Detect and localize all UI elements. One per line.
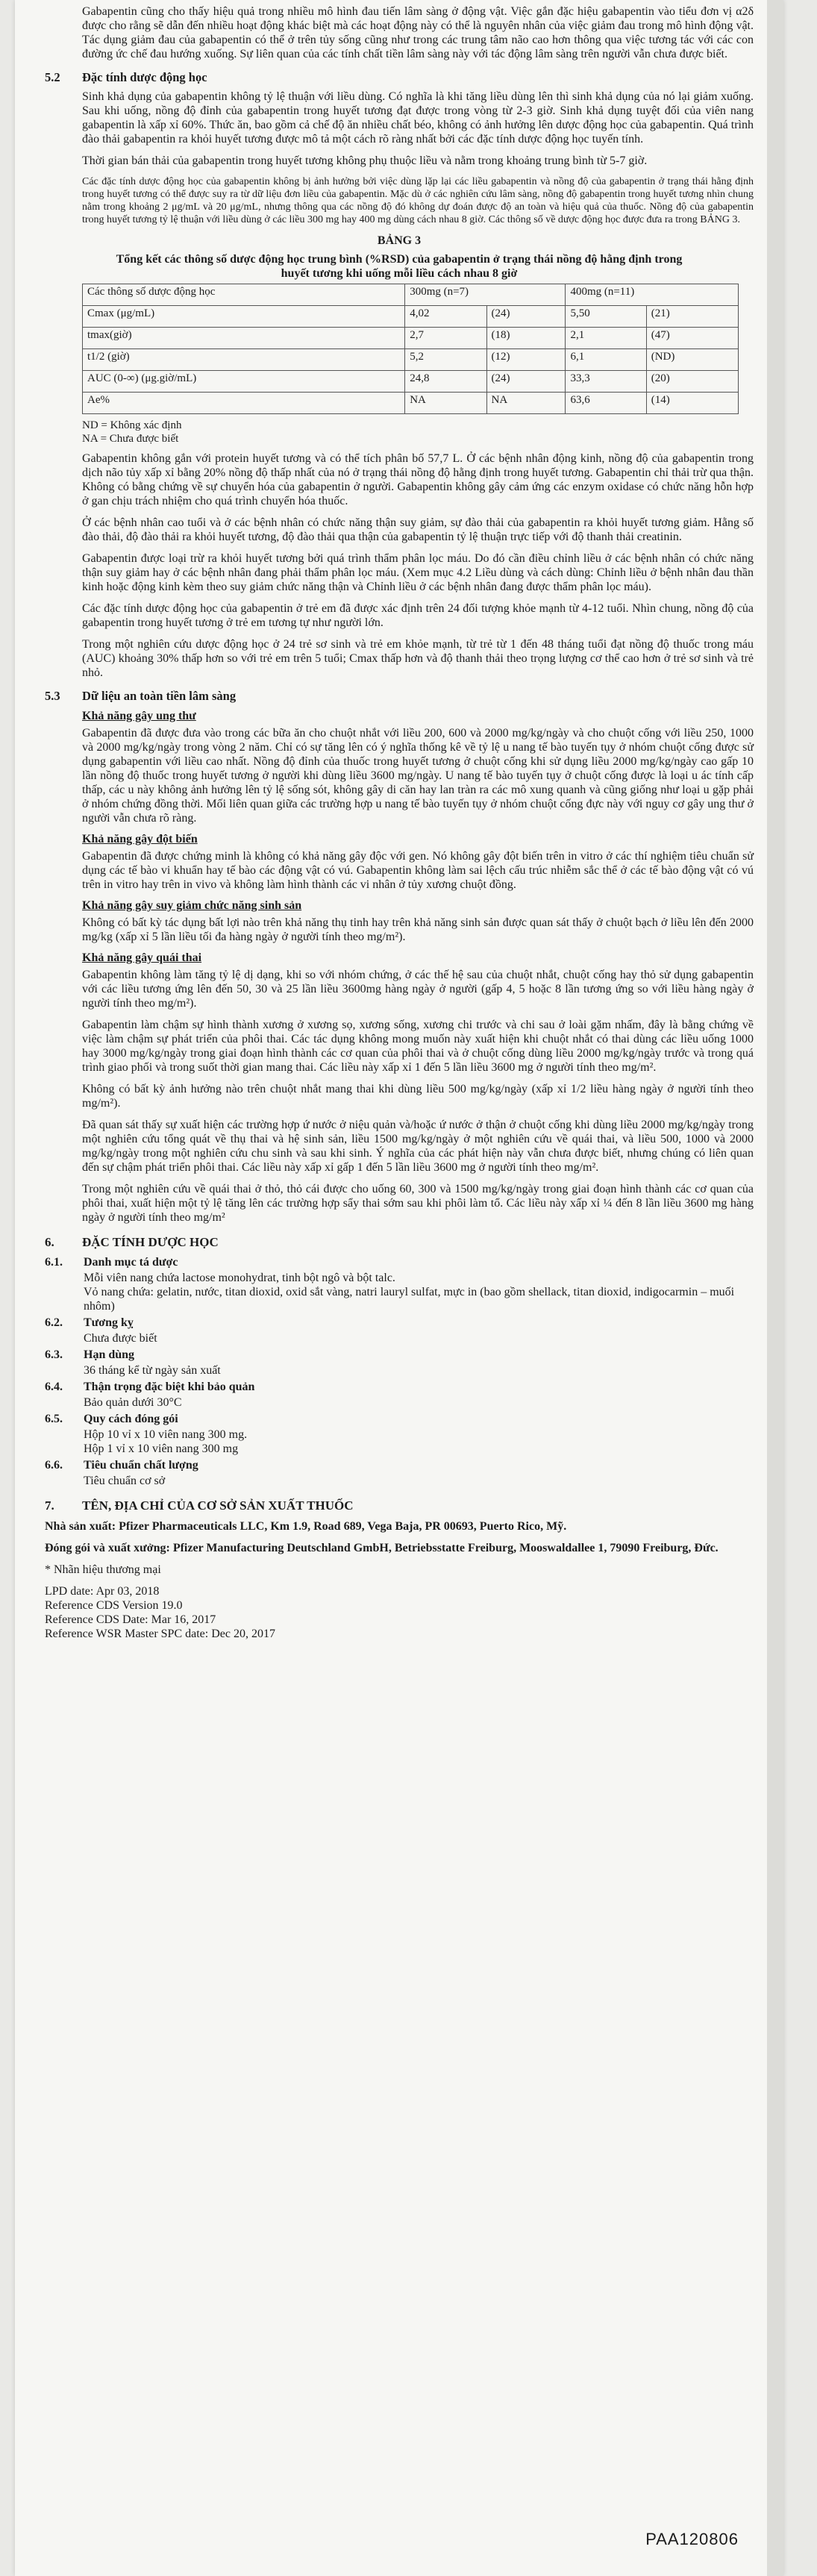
table-caption: Tổng kết các thông số dược động học trung bình (%RSD) của gabapentin ở trạng thái nồng độ hằng định trong huyết tương khi uống mỗi liều cách nhau 8 giờ — [116, 253, 683, 280]
paragraph: Gabapentin không gắn với protein huyết tương và có thể tích phân bố 57,7 L. Ở các bệnh nhân động kinh, nồng độ của gabapentin trong dịch não tủy xấp xỉ bằng 20% nồng độ thấp nhất của nó ở trạng thái nồng độ hằng định trong huyết tương. Gabapentin chỉ thải trừ qua thận. Không có bằng chứng về sự chuyển hóa của gabapentin ở người. Gabapentin không gây cảm ứng các enzym oxidase có chức năng hỗn hợp ở gan chịu trách nhiệm cho quá trình chuyển hóa thuốc. — [82, 452, 754, 507]
paragraph: Các đặc tính dược động học của gabapentin ở trẻ em đã được xác định trên 24 đối tượng khỏe mạnh từ 4-12 tuổi. Nhìn chung, nồng độ của gabapentin trong huyết tương ở trẻ em tương tự như người lớn. — [82, 602, 754, 629]
paragraph: Trong một nghiên cứu về quái thai ở thỏ, thỏ cái được cho uống 60, 300 và 1500 mg/kg/ngày trong giai đoạn hình thành các cơ quan của phôi thai, xuất hiện một tỷ lệ tăng lên các trường hợp sẩy thai sớm sau khi phôi làm tổ. Các liều này xấp xỉ ¼ đến 8 lần liều 3600 mg hàng ngày ở người tính theo mg/m² — [82, 1183, 754, 1224]
item-label: Quy cách đóng gói — [84, 1413, 178, 1425]
table-cell: 63,6 — [566, 393, 646, 414]
item-number: 6.2. — [45, 1316, 63, 1329]
list-item — [45, 1459, 754, 1472]
paragraph: Gabapentin làm chậm sự hình thành xương ở xương sọ, xương sống, xương chi trước và chi sau ở loài gặm nhấm, đây là bằng chứng về việc làm chậm sự phát triển của phôi thai. Các tác dụng không mong muốn này xuất hiện khi chuột nhắt có thai dùng các liều uống 1000 hay 3000 mg/kg/ngày trong giai đoạn hình thành các cơ quan của phôi thai và ở chuột cống dùng liều 2000 mg/kg/ngày trước và trong quá trình giao phối và trong suốt thời gian mang thai. Các liều này xấp xỉ 1 đến 5 lần liều 3600 mg ở người tính theo mg/m². — [82, 1019, 754, 1074]
section-5-2-body — [82, 90, 754, 226]
paragraph: Ở các bệnh nhân cao tuổi và ở các bệnh nhân có chức năng thận suy giảm, sự đào thải của gabapentin ra khỏi huyết tương giảm. Hằng số đào thải, độ đào thải ra khỏi huyết tương, độ đào thải qua thận của gabapentin tỷ lệ thuận trực tiếp với độ thanh thải creatinin. — [82, 516, 754, 543]
section-title: TÊN, ĐỊA CHỈ CỦA CƠ SỞ SẢN XUẤT THUỐC — [82, 1498, 354, 1513]
paragraph: Thời gian bán thải của gabapentin trong huyết tương không phụ thuộc liều và nằm trong khoảng trung bình từ 5-7 giờ. — [82, 154, 648, 167]
table-cell: (ND) — [646, 349, 738, 371]
item-label: Thận trọng đặc biệt khi bảo quản — [84, 1381, 255, 1393]
item-body: Bảo quản dưới 30°C — [84, 1396, 182, 1409]
table-cell: (21) — [646, 306, 738, 328]
item-body: 36 tháng kể từ ngày sản xuất — [84, 1364, 221, 1377]
section-6-list — [45, 1256, 754, 1488]
table-cell: 5,2 — [405, 349, 486, 371]
item-number: 6.1. — [45, 1256, 63, 1269]
paragraph: Các đặc tính dược động học của gabapentin không bị ảnh hưởng bởi việc dùng lặp lại các liều gabapentin và nồng độ của gabapentin ở trạng thái hằng định trong huyết tương có thể được suy ra từ dữ liệu đơn liều của gabapentin. Mặc dù ở các nghiên cứu lâm sàng, nồng độ gabapentin trong huyết tương nhìn chung nằm trong khoảng 2 μg/mL và 20 μg/mL, nhưng thông qua các nồng độ đó không dự đoán được độ an toàn và hiệu quả của thuốc. Nồng độ của gabapentin trong huyết tương tỷ lệ thuận với liều dùng ở các liều 300 mg hay 400 mg dùng cách nhau 8 giờ. Các thông số về dược động học được đưa ra trong BẢNG 3. — [82, 176, 754, 225]
packager: Đóng gói và xuất xưởng: Pfizer Manufacturing Deutschland GmbH, Betriebsstatte Freiburg, Mooswaldallee 1, 79090 Freiburg, Đức. — [45, 1542, 719, 1554]
table-cell: t1/2 (giờ) — [83, 349, 405, 371]
list-item — [45, 1381, 754, 1394]
table-cell: (12) — [486, 349, 566, 371]
paragraph: Không có bất kỳ ảnh hưởng nào trên chuột nhắt mang thai khi dùng liều 500 mg/kg/ngày (xấp xỉ 1/2 liều hàng ngày ở người tính theo mg/m²). — [82, 1083, 754, 1110]
item-label: Hạn dùng — [84, 1348, 135, 1361]
table-cell: (24) — [486, 306, 566, 328]
table-header-row — [83, 284, 739, 306]
paragraph: Đã quan sát thấy sự xuất hiện các trường hợp ứ nước ở niệu quản và/hoặc ứ nước ở thận ở chuột cống khi dùng liều 2000 mg/kg/ngày trong một nghiên cứu tổng quát về thụ thai và hệ sinh sản, liều 1500 mg/kg/ngày ở một nghiên cứu về quái thai, và liều 500, 1000 và 2000 mg/kg/ngày trong một nghiên cứu chu sinh và sau khi sinh. Ý nghĩa của các phát hiện này vẫn chưa được biết, nhưng chúng có liên quan đến sự chậm phát triển phôi thai. Các liều này xấp xỉ gấp 1 đến 5 lần liều 3600 mg ở người tính theo mg/m². — [82, 1119, 754, 1174]
document-sheet — [15, 0, 783, 2576]
table-cell: 2,1 — [566, 328, 646, 349]
reference-block — [45, 1584, 754, 1641]
table-cell: Cmax (μg/mL) — [83, 306, 405, 328]
section-5-3-heading — [45, 689, 754, 704]
manufacturer: Nhà sản xuất: Pfizer Pharmaceuticals LLC, Km 1.9, Road 689, Vega Baja, PR 00693, Puerto Rico, Mỹ. — [45, 1520, 567, 1533]
section-number: 5.3 — [45, 689, 60, 703]
subheading-teratogenicity: Khả năng gây quái thai — [82, 951, 202, 964]
section-5-2-body-cont — [82, 419, 754, 680]
table-row — [83, 349, 739, 371]
item-number: 6.4. — [45, 1381, 63, 1393]
item-label: Tương kỵ — [84, 1316, 134, 1329]
subheading-carcinogenicity: Khả năng gây ung thư — [82, 710, 196, 722]
section-title: Dữ liệu an toàn tiền lâm sàng — [82, 689, 237, 703]
table-cell: (14) — [646, 393, 738, 414]
intro-paragraph: Gabapentin cũng cho thấy hiệu quả trong nhiều mô hình đau tiến lâm sàng ở động vật. Việc gắn đặc hiệu gabapentin vào tiểu đơn vị α2δ được cho rằng sẽ dẫn đến nhiều hoạt động khác biệt mà các hoạt động này có thể là nguyên nhân của việc giảm đau trong mô hình động vật. Tác dụng giảm đau của gabapentin có thể ở trên tủy sống cũng như trong các trung tâm não cao hơn thông qua việc tương tác với các con đường ức chế đau hướng xuống. Sự liên quan của các tính chất tiền lâm sàng này với tác động lâm sàng trên người vẫn chưa được biết. — [82, 5, 754, 60]
paragraph: Gabapentin đã được chứng minh là không có khả năng gây độc với gen. Nó không gây đột biến trên in vitro ở các thí nghiệm tiêu chuẩn sử dụng các tế bào vi khuẩn hay tế bào các động vật có vú. Gabapentin không làm sai lệch cấu trúc nhiễm sắc thể ở các tế bào động vật có vú trên in vitro hay trên in vivo và không làm hình thành các vi nhân ở tủy xương chuột đồng. — [82, 850, 754, 891]
item-number: 6.3. — [45, 1348, 63, 1361]
table-cell: 6,1 — [566, 349, 646, 371]
subheading-mutagenicity: Khả năng gây đột biến — [82, 833, 198, 845]
item-label: Tiêu chuẩn chất lượng — [84, 1459, 198, 1472]
paragraph: Gabapentin không làm tăng tỷ lệ dị dạng, khi so với nhóm chứng, ở các thế hệ sau của chuột nhắt, chuột cống hay thỏ sử dụng gabapentin với các liều tương ứng lên đến 50, 30 và 25 lần liều 3600mg hàng ngày ở người (gấp 4, 5 hoặc 8 lần tương ứng so với liều hàng ngày ở người tính theo mg/m²). — [82, 969, 754, 1010]
section-title: ĐẶC TÍNH DƯỢC HỌC — [82, 1235, 219, 1249]
table-cell: 5,50 — [566, 306, 646, 328]
item-label: Danh mục tá dược — [84, 1256, 178, 1269]
table-row — [83, 393, 739, 414]
list-item — [45, 1256, 754, 1269]
teratogenicity-body — [82, 968, 754, 1225]
table-cell: AUC (0-∞) (μg.giờ/mL) — [83, 371, 405, 393]
table-cell: 2,7 — [405, 328, 486, 349]
item-body: Tiêu chuẩn cơ sở — [84, 1475, 166, 1487]
paragraph: Trong một nghiên cứu dược động học ở 24 trẻ sơ sinh và trẻ em khỏe mạnh, từ trẻ từ 1 đến 48 tháng tuổi đạt nồng độ thuốc trong máu (AUC) khoảng 30% thấp hơn so với trẻ em trên 5 tuổi; Cmax thấp hơn và độ thanh thải theo trọng lượng cơ thể cao hơn ở trẻ sơ sinh và trẻ nhỏ. — [82, 638, 754, 679]
trademark-note: * Nhãn hiệu thương mại — [45, 1563, 161, 1576]
section-number: 5.2 — [45, 70, 60, 84]
paragraph: Không có bất kỳ tác dụng bất lợi nào trên khả năng thụ tinh hay trên khả năng sinh sản được quan sát thấy ở chuột bạch ở liều lên đến 2000 mg/kg (xấp xỉ 5 lần liều tối đa hàng ngày ở người tính theo mg/m²). — [82, 916, 754, 943]
table-cell: NA — [486, 393, 566, 414]
table-row — [83, 371, 739, 393]
table-label: BẢNG 3 — [377, 234, 422, 247]
section-5-2-heading — [45, 70, 754, 85]
table-cell: Ae% — [83, 393, 405, 414]
section-7-heading — [45, 1498, 754, 1513]
section-6-heading — [45, 1235, 754, 1250]
table-note: NA = Chưa được biết — [82, 433, 179, 445]
table-cell: tmax(giờ) — [83, 328, 405, 349]
subheading-fertility: Khả năng gây suy giảm chức năng sinh sản — [82, 899, 302, 912]
document-code: PAA120806 — [645, 2530, 739, 2548]
document-content — [45, 4, 754, 1641]
table-cell: (24) — [486, 371, 566, 393]
section-title: Đặc tính dược động học — [82, 70, 207, 84]
reference-line: Reference CDS Version 19.0 — [45, 1599, 183, 1612]
table-note: ND = Không xác định — [82, 419, 182, 431]
table-cell: 33,3 — [566, 371, 646, 393]
table-row — [83, 306, 739, 328]
paragraph: Gabapentin đã được đưa vào trong các bữa ăn cho chuột nhắt với liều 200, 600 và 2000 mg/kg/ngày và cho chuột cống với liều 250, 1000 và 2000 mg/kg/ngày trong vòng 2 năm. Chỉ có sự tăng lên có ý nghĩa thống kê về tỷ lệ u nang tế bào tuyến tụy ở nhóm chuột cống được sử dụng gabapentin với liều cao nhất. Nồng độ đỉnh của thuốc trong huyết tương ở chuột cống khi sử dụng liều 2000 mg/kg/ngày cao gấp 10 lần nồng độ thuốc trong huyết tương ở người khi dùng liều 3600 mg/ngày. U nang tế bào tuyến tụy ở chuột cống được là loại u ác tính cấp thấp, các u này không ảnh hưởng lên tỷ lệ sống sót, không gây di căn hay lan tràn ra các mô xung quanh và cũng giống như loại u gặp phải ở nhóm chứng đồng thời. Mối liên quan giữa các trường hợp u nang tế bào tuyến tụy ở nhóm chuột cống đực này với nguy cơ gây ung thư ở người vẫn chưa rõ ràng. — [82, 727, 754, 825]
item-body: Chưa được biết — [84, 1332, 157, 1345]
list-item — [45, 1413, 754, 1426]
reference-line: LPD date: Apr 03, 2018 — [45, 1585, 160, 1598]
list-item — [45, 1348, 754, 1362]
item-number: 6.5. — [45, 1413, 63, 1425]
section-number: 7. — [45, 1498, 54, 1513]
table-header: 300mg (n=7) — [405, 284, 566, 306]
paragraph: Sinh khả dụng của gabapentin không tỷ lệ thuận với liều dùng. Có nghĩa là khi tăng liều dùng lên thì sinh khả dụng của nó lại giảm xuống. Sau khi uống, nồng độ đỉnh của gabapentin trong huyết tương đạt được trong vòng từ 2-3 giờ. Sinh khả dụng tuyệt đối của viên nang gabapentin là xấp xỉ 60%. Thức ăn, bao gồm cả chế độ ăn nhiều chất béo, không có ảnh hưởng lên dược động học của gabapentin. Quá trình đào thải gabapentin ra khỏi huyết tương được mô tả một cách rõ ràng nhất bởi các đặc tính dược động học tuyến tính. — [82, 90, 754, 146]
table-cell: (47) — [646, 328, 738, 349]
page-edge — [767, 0, 783, 2576]
item-body: Hộp 10 vỉ x 10 viên nang 300 mg. Hộp 1 vỉ x 10 viên nang 300 mg — [84, 1428, 248, 1455]
item-body: Mỗi viên nang chứa lactose monohydrat, tinh bột ngô và bột talc. Vỏ nang chứa: gelatin, nước, titan dioxid, oxid sắt vàng, natri lauryl sulfat, mực in (bao gồm shellack, titan dioxid, indigocarmin – muối nhôm) — [84, 1272, 735, 1313]
paragraph: Gabapentin được loại trừ ra khỏi huyết tương bởi quá trình thẩm phân lọc máu. Do đó cần điều chỉnh liều ở các bệnh nhân có chức năng thận suy giảm hay ở các bệnh nhân đang phải thẩm phân lọc máu. (Xem mục 4.2 Liều dùng và cách dùng: Chỉnh liều ở bệnh nhân đau thần kinh hoặc động kinh kèm theo suy giảm chức năng thận và Chỉnh liều ở các bệnh nhân đang được thẩm phân lọc máu). — [82, 552, 754, 593]
table-cell: 24,8 — [405, 371, 486, 393]
table-header: Các thông số dược động học — [83, 284, 405, 306]
reference-line: Reference WSR Master SPC date: Dec 20, 2017 — [45, 1628, 275, 1640]
section-number: 6. — [45, 1235, 54, 1249]
table-cell: 4,02 — [405, 306, 486, 328]
table-cell: (20) — [646, 371, 738, 393]
item-number: 6.6. — [45, 1459, 63, 1472]
list-item — [45, 1316, 754, 1330]
reference-line: Reference CDS Date: Mar 16, 2017 — [45, 1613, 216, 1626]
table-header: 400mg (n=11) — [566, 284, 739, 306]
table-row — [83, 328, 739, 349]
table-cell: NA — [405, 393, 486, 414]
pk-table — [82, 284, 739, 414]
table-cell: (18) — [486, 328, 566, 349]
